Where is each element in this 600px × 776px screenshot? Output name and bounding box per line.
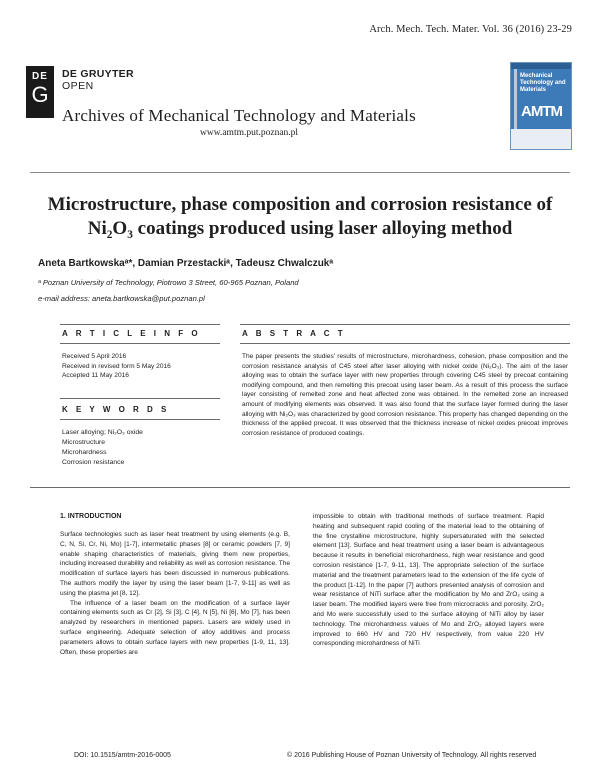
keywords-rule-bottom — [60, 419, 220, 420]
abstract-rule-bottom — [240, 343, 570, 344]
body-column-right — [313, 512, 544, 649]
article-title — [30, 193, 570, 241]
article-doi[interactable]: DOI: 10.1515/amtm-2016-0005 — [74, 752, 171, 759]
publisher-subtitle: OPEN — [62, 80, 94, 92]
publisher-logo-top: DE — [32, 71, 48, 82]
body-paragraph: The influence of a laser beam on the modification of a surface layer containing elements such as Cr [2], Si [3], C [4], N [5], Ni [6], Mo [7], has been analyzed by researchers in mentioned papers. Lasers are widely used in surface engineering. Adequate selection of alloy additives and process parameters allows to obtain surface layers with new properties [1-9, 11, 13]. Often, these properties are — [60, 599, 290, 656]
journal-title: Archives of Mechanical Technology and Materials — [62, 106, 416, 125]
article-info-heading: A R T I C L E I N F O — [62, 329, 201, 338]
article-title-line-1: Microstructure, phase composition and corrosion resistance of — [47, 194, 553, 215]
accepted-date: Accepted 11 May 2016 — [62, 372, 129, 379]
keyword-item: Microstructure — [62, 439, 106, 446]
article-dates — [62, 352, 171, 381]
publisher-name: DE GRUYTER — [62, 68, 134, 80]
abstract-heading: A B S T R A C T — [242, 329, 346, 338]
body-paragraph: Surface technologies such as laser heat treatment by using elements (e.g. B, C, N, Si, Cr, Ni, Mo) [1-7], intermetallic phases [8] or ceramic powders [7, 9] enable shaping characteristics of materials, giving them new properties, including increased durability and reliability as well as corrosion resistance. The modification of surface layers has been discussed in numerous publications. The authors modify the layer by using the laser beam [1-7, 9-11] as well as using the plasma jet [8, 12]. — [60, 531, 290, 597]
keyword-item: Microhardness — [62, 449, 107, 456]
keyword-item: Corrosion resistance — [62, 459, 125, 466]
received-date: Received 5 April 2016 — [62, 353, 127, 360]
article-title-line-2: Ni₂O₃ coatings produced using laser alloying method — [87, 218, 513, 239]
journal-reference: Arch. Mech. Tech. Mater. Vol. 36 (2016) 23-29 — [369, 24, 572, 35]
cover-bottom-band — [511, 129, 571, 149]
journal-cover-image — [510, 62, 572, 150]
body-paragraph: impossible to obtain with traditional methods of surface treatment. Rapid heating and subsequent rapid cooling of the material lead to the obtaining of the fine crystalline microstructure, highly supersaturated with the selected element [13]. Surface and heat treatment using a laser beam is advantageous because it results in beneficial microhardness, high wear resistance and good corrosion resistance [1-7, 9-11, 13]. The appropriate selection of the surface material and the treatment parameters lead to the extension of the life cycle of the product [1-12]. In the paper [7] authors presented analysis of corrosion and wear resistance of NiTi surface after the modification by Mo and ZrO₂ using a laser beam. The modified layers were free from microcracks and porosity. ZrO₂ and Mo were successfully used to the surface alloying of NiTi alloy by laser technology. The microhardness values of Mo and ZrO₂ alloyed layers were improved to 660 HV and 720 HV respectively, from value 220 HV corresponding microhardness of NiTi — [313, 513, 544, 648]
keywords-heading: K E Y W O R D S — [62, 405, 170, 414]
article-authors: Aneta Bartkowskaᵃ*, Damian Przestackiᵃ, Tadeusz Chwalczukᵃ — [38, 258, 334, 269]
article-info-rule-top — [60, 324, 220, 325]
abstract-text: The paper presents the studies' results of microstructure, microhardness, cohesion, phase composition and the corrosion resistance analysis of C45 steel after laser alloying with nickel oxide (Ni₂O₃). The aim of the laser alloying was to obtain the surface layer with new properties through covering C45 steel by precoat containing modifying compound, and then remelting this precoat using laser beam. As a result of this process the surface layer consisting of remelted zone and heat affected zone was obtained. In the remelted zone an increased amount of modifying elements was observed. It was also found that the surface layer formed during the laser alloying with Ni₂O₃ was characterized by good corrosion resistance. This property has changed depending on the thickness of the applied precoat. It was observed that the thickness increase of nickel oxides precoat improves corrosion resistance of produced coatings. — [242, 353, 568, 437]
copyright-notice: © 2016 Publishing House of Poznan University of Technology. All rights reserved — [287, 752, 537, 759]
author-email[interactable]: e-mail address: aneta.bartkowska@put.poznan.pl — [38, 294, 205, 303]
cover-top-band — [511, 63, 571, 69]
keywords-list — [62, 428, 143, 468]
publisher-logo-bottom: G — [31, 82, 49, 107]
abstract-section-divider — [30, 487, 570, 488]
cover-title: Mechanical Technology and Materials — [520, 73, 566, 93]
abstract-rule-top — [240, 324, 570, 325]
keywords-rule-top — [60, 398, 220, 399]
author-affiliation: ᵃ Poznan University of Technology, Piotrowo 3 Street, 60-965 Poznan, Poland — [38, 278, 299, 287]
article-info-rule-bottom — [60, 343, 220, 344]
header-divider — [30, 172, 570, 173]
revised-date: Received in revised form 5 May 2016 — [62, 362, 171, 370]
cover-logo: AMTM — [521, 103, 562, 120]
journal-url[interactable]: www.amtm.put.poznan.pl — [200, 128, 299, 138]
publisher-logo — [26, 66, 54, 118]
body-column-left — [60, 530, 290, 657]
keyword-item: Laser alloying; Ni₂O₃ oxide — [62, 429, 143, 436]
introduction-heading: 1. INTRODUCTION — [60, 513, 122, 520]
